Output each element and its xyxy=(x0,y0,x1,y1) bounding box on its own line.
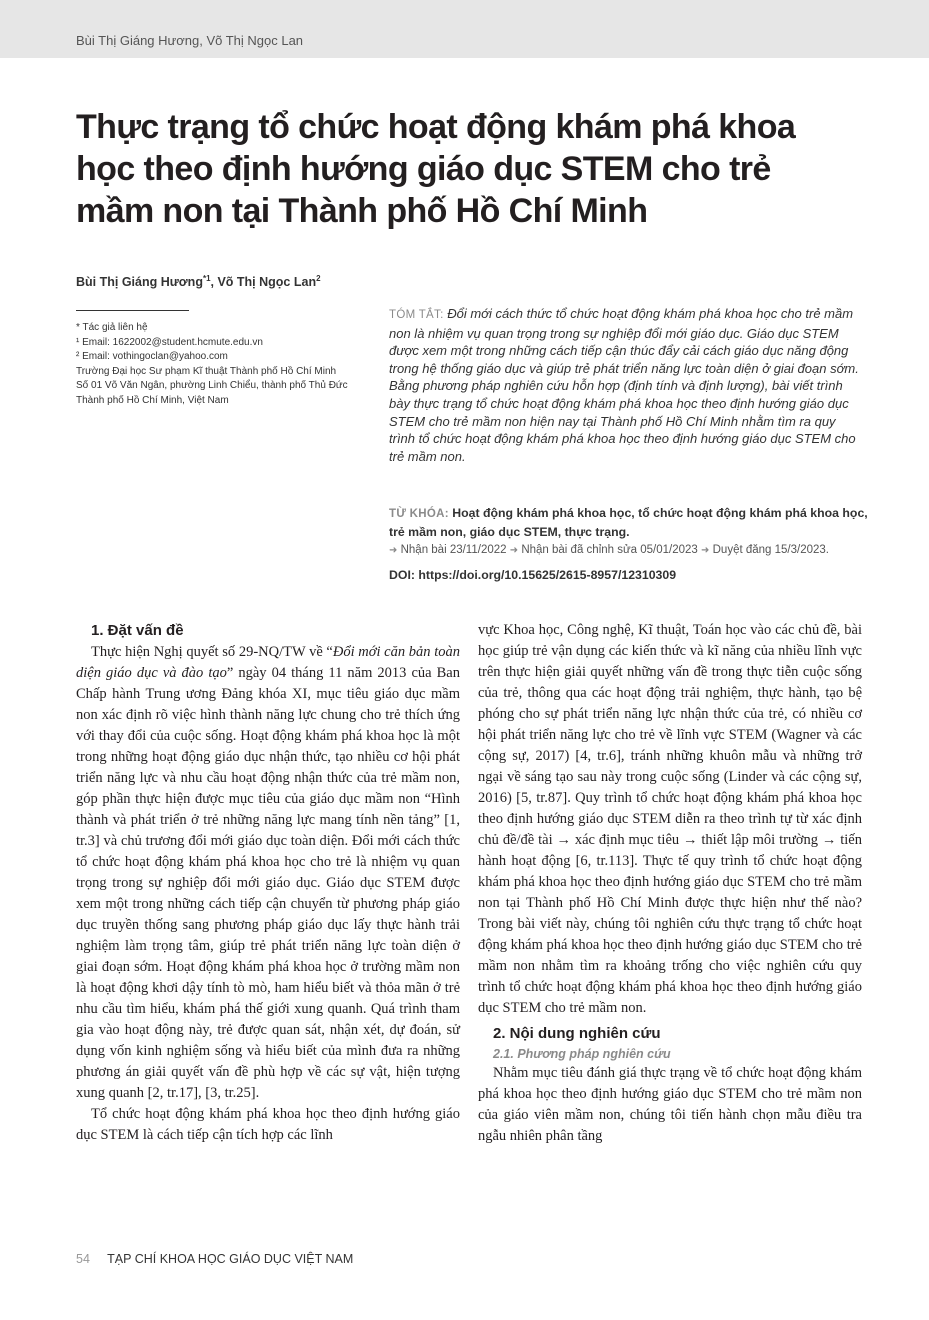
abstract-label: TÓM TẮT: xyxy=(389,309,444,321)
submission-dates xyxy=(389,544,869,556)
footer xyxy=(76,1252,353,1266)
subsection-heading: 2.1. Phương pháp nghiên cứu xyxy=(493,1047,671,1061)
keywords xyxy=(389,504,869,541)
author-2: Võ Thị Ngọc Lan xyxy=(217,275,317,290)
paragraph-text: ” ngày 04 tháng 11 năm 2013 của Ban Chấp hành Trung ương Đảng khóa XI, mục tiêu giáo dục mầm non xác định rõ việc hình thành năng lực chung cho trẻ thích ứng với thay đổi của cuộc sống. Hoạt động khám phá khoa học là một trong những hoạt động giáo dục nhận thức, tạo nhiều cơ hội phát triển năng lực và nhu cầu hoạt động nhận thức của trẻ mầm non, góp phần thực hiện được mục tiêu của giáo dục mầm non “Hình thành và phát triển ở trẻ những năng lực mang tính nền tảng” [1, tr.3] và chủ trương đổi mới giáo dục toàn diện. Đổi mới cách thức tổ chức hoạt động khám phá khoa học cho trẻ là nhiệm vụ quan trọng trong sự nghiệp đổi mới giáo dục. Giáo dục STEM được xem một trong những cách tiếp cận chuyển từ phương pháp giáo dục truyền thống sang phương pháp giáo dục lấy thực hành trải nghiệm làm trọng tâm, giúp trẻ phát triển năng lực toàn diện ở giai đoạn sớm. Hoạt động khám phá khoa học ở trường mầm non là hoạt động khơi dậy tính tò mò, ham hiểu biết và thỏa mãn ở trẻ nhu cầu tìm hiểu, khám phá thế giới xung quanh. Quá trình tham gia vào hoạt động này, trẻ được quan sát, nhận xét, dự đoán, sử dụng vốn kinh nghiệm sống và hiểu biết của mình đưa ra những phương án giải quyết vấn đề phù hợp về các sự vật, hiện tượng xung quanh [2, tr.17], [3, tr.25]. xyxy=(76,665,460,1101)
affiliation-line: Số 01 Võ Văn Ngân, phường Linh Chiểu, thành phố Thủ Đức xyxy=(76,380,348,391)
keywords-label: TỪ KHÓA: xyxy=(389,508,449,520)
author-2-mark: 2 xyxy=(316,274,321,283)
header-band xyxy=(0,0,929,58)
affiliation-line: Trường Đại học Sư phạm Kĩ thuật Thành phố Hồ Chí Minh xyxy=(76,365,337,377)
date-accepted: Duyệt đăng 15/3/2023. xyxy=(712,544,829,556)
date-revised: Nhận bài đã chỉnh sửa 05/01/2023 xyxy=(521,544,698,556)
affiliation-line: Thành phố Hồ Chí Minh, Việt Nam xyxy=(76,394,229,406)
running-head: Bùi Thị Giáng Hương, Võ Thị Ngọc Lan xyxy=(76,33,304,48)
section-heading: 1. Đặt vấn đề xyxy=(91,622,184,639)
paragraph: Tổ chức hoạt động khám phá khoa học theo định hướng giáo dục STEM là cách tiếp cận tích hợp các lĩnh xyxy=(76,1106,460,1143)
affiliation-block xyxy=(76,321,376,408)
keywords-text: Hoạt động khám phá khoa học, tổ chức hoạt động khám phá khoa học, trẻ mầm non, giáo dục STEM, thực trạng. xyxy=(389,506,868,539)
journal-name: TẠP CHÍ KHOA HỌC GIÁO DỤC VIỆT NAM xyxy=(107,1252,354,1266)
paragraph-text: Thực hiện Nghị quyết số 29-NQ/TW về “ xyxy=(91,644,333,660)
paragraph: Nhằm mục tiêu đánh giá thực trạng về tổ chức hoạt động khám phá khoa học theo định hướng giáo dục STEM cho trẻ mầm non của giáo viên mầm non, chúng tôi tiến hành chọn mẫu điều tra ngẫu nhiên phân tầng xyxy=(478,1065,862,1144)
abstract xyxy=(389,305,861,465)
affiliation-rule xyxy=(76,310,189,311)
page-number: 54 xyxy=(76,1252,90,1266)
article-title: Thực trạng tổ chức hoạt động khám phá khoa học theo định hướng giáo dục STEM cho trẻ mầm non tại Thành phố Hồ Chí Minh xyxy=(76,108,796,230)
author-separator: , xyxy=(210,275,218,290)
section-heading: 2. Nội dung nghiên cứu xyxy=(493,1025,661,1042)
arrow-right-icon: ➜ xyxy=(509,545,519,556)
abstract-text: Đổi mới cách thức tổ chức hoạt động khám phá khoa học cho trẻ mầm non là nhiệm vụ quan trọng trong sự nghiệp đổi mới giáo dục. Giáo dục STEM được xem một trong những cách tiếp cận thúc đẩy cải cách giáo dục năng động trong hệ thống giáo dục và giúp trẻ phát triển năng lực toàn diện ở giai đoạn sớm. Bằng phương pháp nghiên cứu hỗn hợp (định tính và định lượng), bài viết trình bày thực trạng tổ chức hoạt động khám phá khoa học theo định hướng giáo dục STEM cho trẻ mầm non hiện nay tại Thành phố Hồ Chí Minh nhằm tìm ra quy trình tổ chức hoạt động khám phá khoa học theo định hướng giáo dục STEM cho trẻ mầm non. xyxy=(389,306,859,464)
author-1-mark: *1 xyxy=(202,274,211,283)
author-1: Bùi Thị Giáng Hương xyxy=(76,275,203,290)
corresponding-note: * Tác giả liên hệ xyxy=(76,322,148,333)
body-column-right xyxy=(478,620,862,1147)
body-column-left xyxy=(76,620,460,1146)
arrow-right-icon: ➜ xyxy=(389,545,398,556)
arrow-right-icon: ➜ xyxy=(701,545,710,556)
email-2[interactable]: ² Email: vothingoclan@yahoo.com xyxy=(76,351,228,362)
date-received: Nhận bài 23/11/2022 xyxy=(400,544,507,556)
author-line xyxy=(76,274,321,289)
doi-link[interactable]: DOI: https://doi.org/10.15625/2615-8957/12310309 xyxy=(389,568,677,582)
paragraph: vực Khoa học, Công nghệ, Kĩ thuật, Toán học vào các chủ đề, bài học giúp trẻ vận dụng các kiến thức và kĩ năng của nhiều lĩnh vực trên thực hiện giải quyết những vấn đề trong thực tiễn cuộc sống của trẻ, thông qua các hoạt động trải nghiệm, thực hành, tạo bệ phóng cho sự phát triển năng lực nhận thức của trẻ, có nhiều cơ hội phát triển năng lực cho trẻ về lĩnh vực STEM (Wagner và các cộng sự, 2017) [4, tr.6], tránh những khuôn mẫu và những trở ngại về sáng tạo sau này trong cuộc sống (Linder và các cộng sự, 2016) [5, tr.87]. Quy trình tổ chức hoạt động khám phá khoa học theo định hướng giáo dục STEM diễn ra theo trình tự từ xác định chủ đề/đề tài → xác định mục tiêu → thiết lập môi trường → tiến hành hoạt động [6, tr.113]. Thực tế quy trình tổ chức hoạt động khám phá khoa học theo định hướng giáo dục STEM cho trẻ mầm non tại Thành phố Hồ Chí Minh được thực hiện như thế nào? Trong bài viết này, chúng tôi nghiên cứu thực trạng tổ chức hoạt động khám phá khoa học theo định hướng giáo dục STEM cho trẻ mầm non nhằm tìm ra khoảng trống cho việc nghiên cứu quy trình tổ chức hoạt động khám phá khoa học theo định hướng giáo dục STEM cho trẻ mầm non. xyxy=(478,622,862,1016)
paragraph xyxy=(76,642,460,1104)
emphasis-text: Đổi mới căn bản toàn diện giáo dục và đào tạo xyxy=(76,644,460,681)
email-1[interactable]: ¹ Email: 1622002@student.hcmute.edu.vn xyxy=(76,336,263,348)
